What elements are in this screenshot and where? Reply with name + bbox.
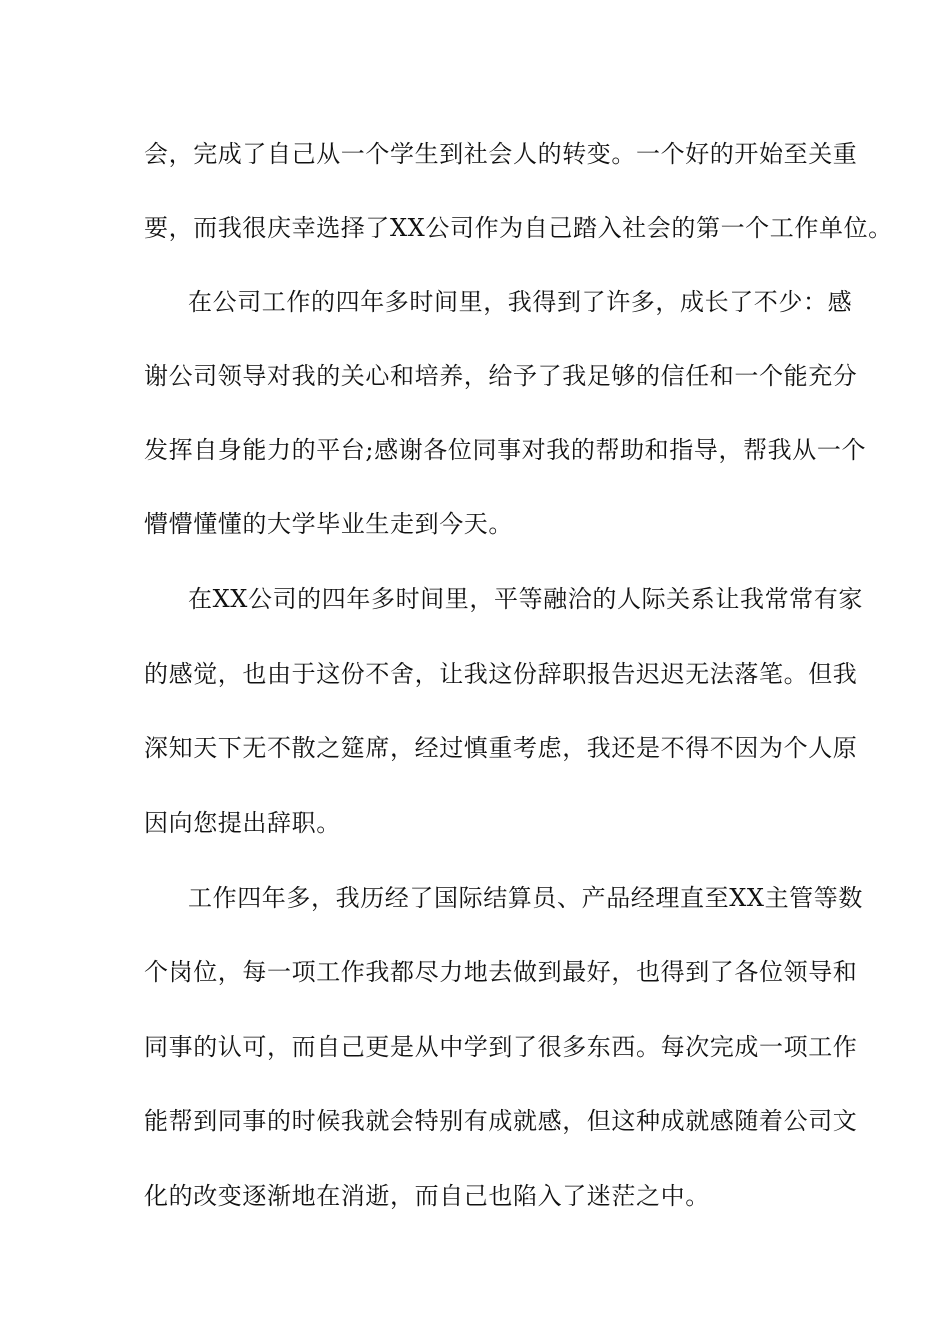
- text-line: 会，完成了自己从一个学生到社会人的转变。一个好的开始至关重: [144, 140, 858, 168]
- text-line: 要，而我很庆幸选择了XX公司作为自己踏入社会的第一个工作单位。: [144, 214, 893, 242]
- text-line: 同事的认可，而自己更是从中学到了很多东西。每次完成一项工作: [144, 1033, 858, 1061]
- text-line: 深知天下无不散之筵席，经过慎重考虑，我还是不得不因为个人原: [144, 734, 858, 762]
- text-line: 个岗位，每一项工作我都尽力地去做到最好，也得到了各位领导和: [144, 958, 858, 986]
- text-line: 能帮到同事的时候我就会特别有成就感，但这种成就感随着公司文: [144, 1107, 858, 1135]
- text-line: 懵懵懂懂的大学毕业生走到今天。: [144, 510, 513, 538]
- text-line: 化的改变逐渐地在消逝，而自己也陷入了迷茫之中。: [144, 1182, 710, 1210]
- paragraph-first-line: 在XX公司的四年多时间里，平等融洽的人际关系让我常常有家: [188, 585, 863, 613]
- paragraph-first-line: 在公司工作的四年多时间里，我得到了许多，成长了不少：感: [188, 288, 853, 316]
- text-line: 因向您提出辞职。: [144, 809, 341, 837]
- text-line: 的感觉，也由于这份不舍，让我这份辞职报告迟迟无法落笔。但我: [144, 660, 858, 688]
- paragraph-first-line: 工作四年多，我历经了国际结算员、产品经理直至XX主管等数: [188, 884, 863, 912]
- text-line: 谢公司领导对我的关心和培养，给予了我足够的信任和一个能充分: [144, 362, 858, 390]
- text-line: 发挥自身能力的平台;感谢各位同事对我的帮助和指导，帮我从一个: [144, 436, 867, 464]
